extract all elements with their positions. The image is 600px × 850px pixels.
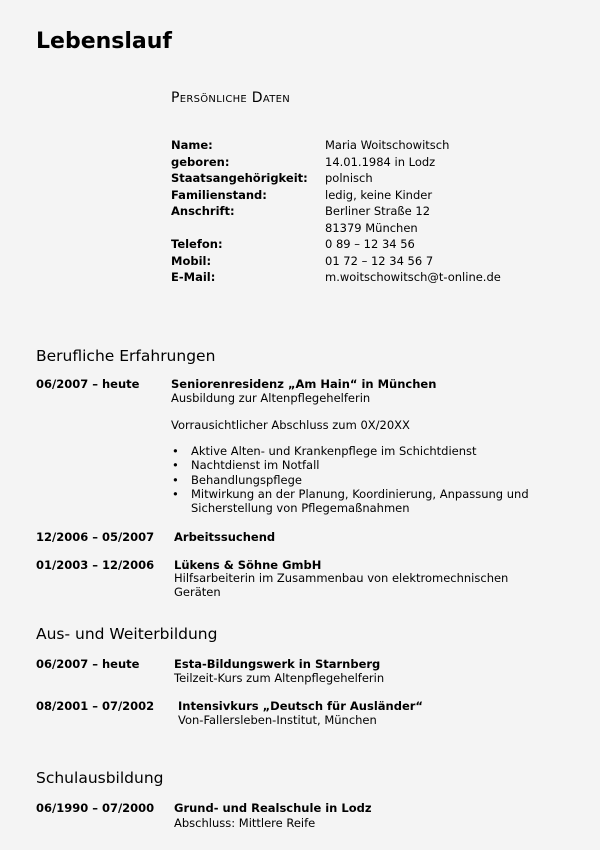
personal-row xyxy=(171,154,435,171)
field-value: ledig, keine Kinder xyxy=(325,187,433,202)
entry-org: Seniorenresidenz „Am Hain“ in München xyxy=(171,377,437,391)
field-value: 01 72 – 12 34 56 7 xyxy=(325,253,434,268)
entry-org: Lükens & Söhne GmbH xyxy=(174,558,322,572)
entry-date: 01/2003 – 12/2006 xyxy=(36,558,155,572)
school-heading: Schulausbildung xyxy=(36,769,164,787)
personal-row xyxy=(171,236,415,253)
education-heading: Aus- und Weiterbildung xyxy=(36,625,218,643)
field-value: Maria Woitschowitsch xyxy=(325,138,450,152)
entry-desc: Teilzeit-Kurs zum Altenpflegehelferin xyxy=(174,671,385,685)
list-item: • Mitwirkung an der Planung, Koordinierung, Anpassung und Sicherstellung von Pflegemaßnahmen xyxy=(171,487,536,516)
personal-row xyxy=(171,203,430,220)
entry-org: Arbeitssuchend xyxy=(174,530,276,544)
personal-row xyxy=(171,137,449,154)
page-title: Lebenslauf xyxy=(36,29,172,54)
entry-desc: Hilfsarbeiterin im Zusammenbau von elektromechnischen Geräten xyxy=(174,571,509,600)
personal-row xyxy=(171,170,373,187)
entry-note: Vorrausichtlicher Abschluss zum 0X/20XX xyxy=(171,418,410,432)
entry-org: Esta-Bildungswerk in Starnberg xyxy=(174,657,381,671)
field-label: geboren: xyxy=(171,154,230,169)
field-value: 0 89 – 12 34 56 xyxy=(325,237,415,251)
field-value: 14.01.1984 in Lodz xyxy=(325,154,436,169)
field-label: Telefon: xyxy=(171,237,223,251)
personal-row xyxy=(171,220,418,237)
list-item: • Nachtdienst im Notfall xyxy=(171,458,571,472)
personal-row xyxy=(171,253,433,270)
entry-date: 08/2001 – 07/2002 xyxy=(36,699,155,713)
entry-date: 06/2007 – heute xyxy=(36,657,140,671)
field-value: Berliner Straße 12 xyxy=(325,204,431,218)
entry-desc: Abschluss: Mittlere Reife xyxy=(174,816,316,830)
entry-org: Intensivkurs „Deutsch für Ausländer“ xyxy=(178,699,423,713)
task-list xyxy=(171,444,571,515)
field-value: 81379 München xyxy=(325,220,418,235)
list-item: • Aktive Alten- und Krankenpflege im Schichtdienst xyxy=(171,444,571,458)
entry-desc: Ausbildung zur Altenpflegehelferin xyxy=(171,391,371,405)
entry-date: 06/1990 – 07/2000 xyxy=(36,801,155,815)
entry-desc: Von-Fallersleben-Institut, München xyxy=(178,713,377,727)
field-label: Mobil: xyxy=(171,253,212,268)
field-label: E-Mail: xyxy=(171,270,216,284)
personal-row xyxy=(171,269,501,286)
field-label: Familienstand: xyxy=(171,187,267,202)
field-label: Staatsangehörigkeit: xyxy=(171,171,308,185)
field-label: Name: xyxy=(171,138,213,152)
experience-heading: Berufliche Erfahrungen xyxy=(36,347,216,365)
field-label: Anschrift: xyxy=(171,204,235,218)
entry-org: Grund- und Realschule in Lodz xyxy=(174,801,372,815)
list-item: • Behandlungspflege xyxy=(171,473,571,487)
entry-date: 06/2007 – heute xyxy=(36,377,140,391)
entry-date: 12/2006 – 05/2007 xyxy=(36,530,155,544)
personal-row xyxy=(171,187,432,204)
personal-heading: Persönliche Daten xyxy=(171,90,291,106)
email-value: m.woitschowitsch@t-online.de xyxy=(325,270,501,284)
field-value: polnisch xyxy=(325,171,373,185)
field-label xyxy=(171,220,325,237)
